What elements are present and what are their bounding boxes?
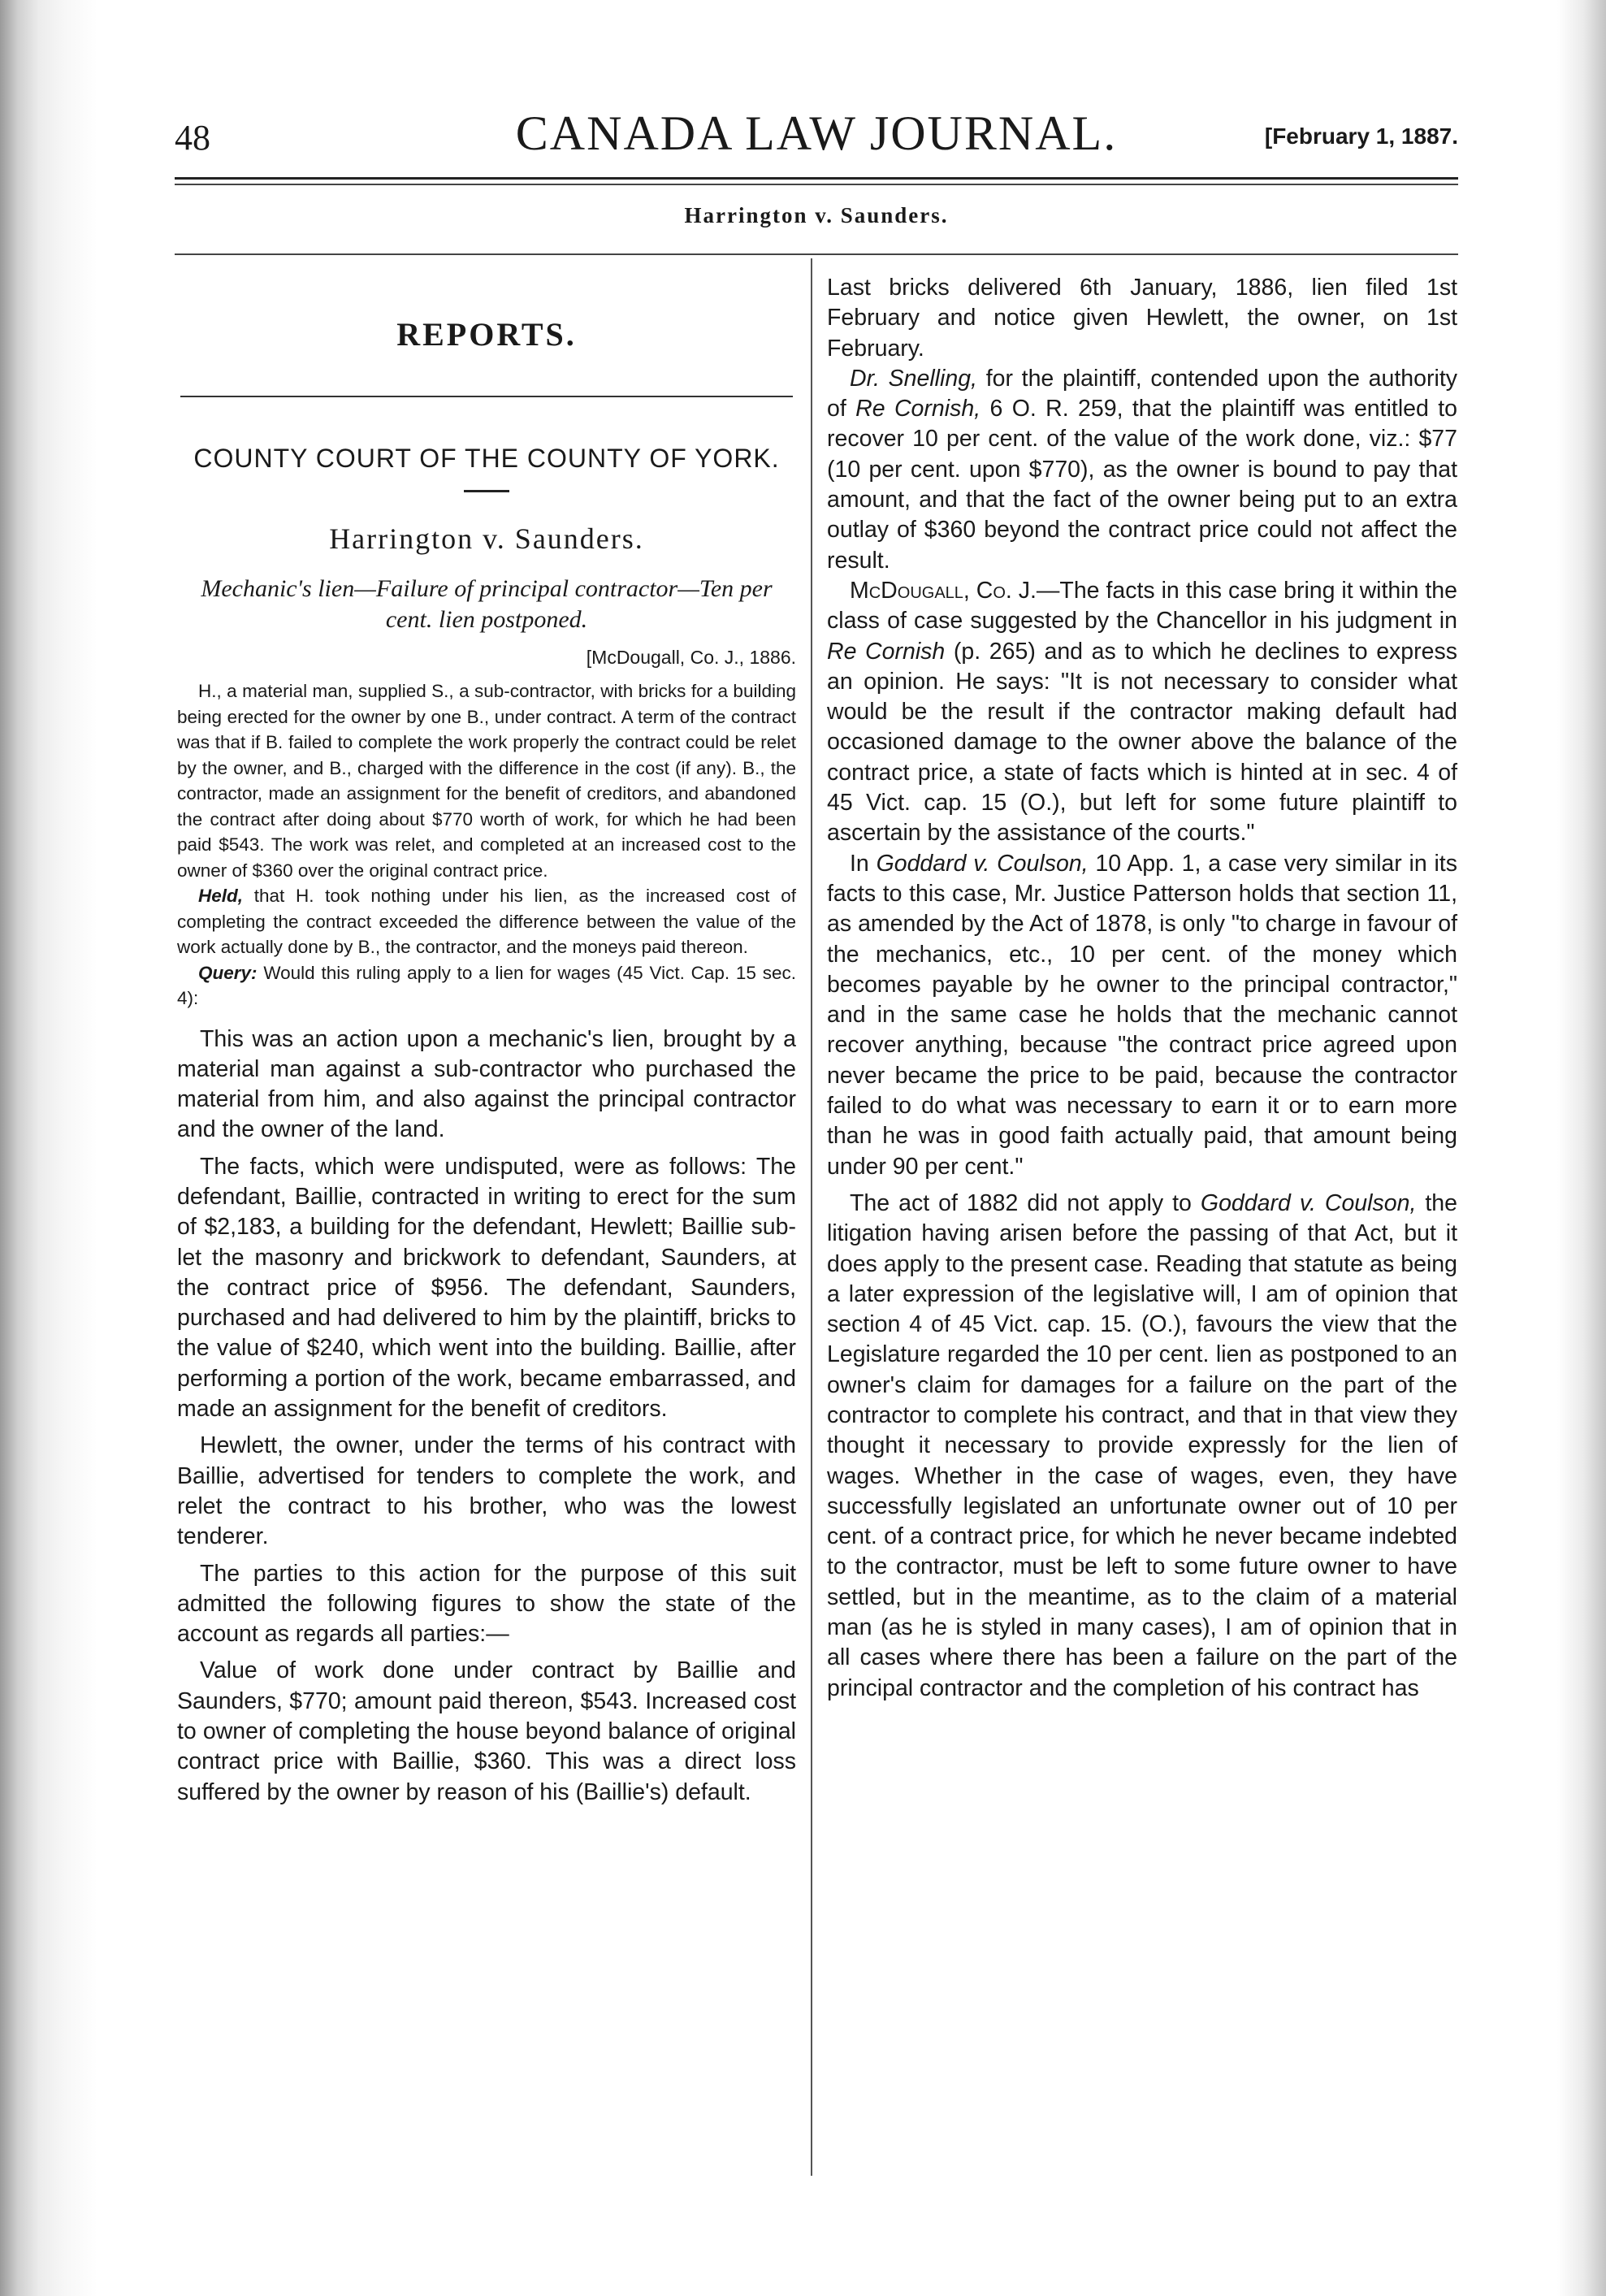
section-title: REPORTS. — [396, 316, 577, 353]
issue-date: [February 1, 1887. — [1264, 123, 1458, 149]
held-paragraph — [177, 883, 796, 960]
body-paragraph: This was an action upon a mechanic's lien, brought by a material man against a sub-contractor who purchased the material from him, and also against the principal contractor and the owner of the land. — [177, 1025, 796, 1143]
judge-reference: [McDougall, Co. J., 1886. — [586, 647, 796, 668]
page-edge-shadow — [1557, 0, 1606, 2296]
body-paragraph: Last bricks delivered 6th January, 1886, lien filed 1st February and notice given Hewlett, the owner, on 1st February. — [827, 275, 1457, 362]
judge-name: McDougall, Co. J. — [850, 577, 1037, 604]
case-citation: Re Cornish, — [855, 396, 981, 422]
body-paragraph: Value of work done under contract by Baillie and Saunders, $770; amount paid thereon, $543. Increased cost to owner of completing the house beyond balance of original contract price with Baillie, $360. This was a direct loss suffered by the owner by reason of his (Baillie's) default. — [177, 1657, 796, 1805]
body-paragraph: The act of 1882 did not apply to Goddard v. Coulson, the litigation having arisen before the passing of that Act, but it does apply to the present case. Reading that statute as being a later expression of the legislative will, I am of opinion that section 4 of 45 Vict. cap. 15. (O.), favours the view that the Legislature regarded the 10 per cent. lien as postponed to an owner's claim for damages for a failure on the part of the contractor to complete his contract, and that in that view they thought it necessary to provide expressly for the lien of wages. Whether in the case of wages, even, they have successfully legislated an unfortunate owner out of 10 per cent. of a contract price, for which he never became indebted to the contractor, must be left to some future owner to have settled, but in the meantime, as to the claim of a material man (as he is styled in many cases), I am of opinion that in all cases where there has been a failure on the part of the principal contractor and the completion of his contract has — [827, 1189, 1458, 1701]
body-paragraph: The parties to this action for the purpose of this suit admitted the following figures to show the state of the account as regards all parties:— — [177, 1560, 796, 1648]
section-rule — [180, 396, 793, 397]
body-paragraph: Hewlett, the owner, under the terms of his contract with Baillie, advertised for tenders to complete the work, and relet the contract to his brother, who was the lowest tenderer. — [177, 1432, 796, 1550]
query-text: Would this ruling apply to a lien for wages (45 Vict. Cap. 15 sec. 4): — [177, 962, 796, 1008]
case-citation: Goddard v. Coulson, — [1200, 1189, 1417, 1216]
running-head-rule — [175, 253, 1458, 255]
judgment-paragraph: McDougall, Co. J.—The facts in this case bring it within the class of case suggested by the Chancellor in his judgment in Re Cornish (p. 265) and as to which he declines to express an opinion. He says: "It is not necessary to consider what would be the result if the contractor making default had occasioned damage to the owner above the balance of the contract price, a state of facts which is hinted at in sec. 4 of 45 Vict. cap. 15 (O.), but left for some future plaintiff to ascertain by the assistance of the courts." — [827, 577, 1458, 847]
right-column — [827, 273, 1457, 1704]
header-rule — [175, 177, 1458, 180]
case-citation: Re Cornish — [827, 638, 946, 665]
query-paragraph — [177, 960, 796, 1012]
left-column — [177, 268, 796, 1808]
court-title: COUNTY COURT OF THE COUNTY OF YORK. — [193, 444, 780, 473]
counsel-name: Dr. Snelling, — [850, 365, 977, 392]
query-label: Query: — [198, 962, 258, 983]
book-binding-shadow — [0, 0, 97, 2296]
header-rule-second — [175, 184, 1458, 185]
page-header — [175, 106, 1458, 162]
case-title: Harrington v. Saunders. — [329, 522, 644, 555]
journal-title: CANADA LAW JOURNAL. — [515, 106, 1118, 160]
body-paragraph: In Goddard v. Coulson, 10 App. 1, a case very similar in its facts to this case, Mr. Justice Patterson holds that section 11, as amended by the Act of 1878, is only "to charge in favour of the mechanics, etc., 10 per cent. of the money which becomes payable by he owner to the principal contractor," and in the same case he holds that the mechanic cannot recover anything, because "the contract price agreed upon never became the price to be paid, because the contractor failed to do what was necessary to earn it or to earn more than he was in good faith actually paid, that amount being under 90 per cent." — [827, 850, 1457, 1180]
body-paragraph: The facts, which were undisputed, were as follows: The defendant, Baillie, contracted in writing to erect for the sum of $2,183, a building for the defendant, Hewlett; Baillie sub-let the masonry and brickwork to defendant, Saunders, at the contract price of $956. The defendant, Saunders, purchased and had delivered to him by the plaintiff, bricks to the value of $240, which went into the building. Baillie, after performing a portion of the work, became embarrassed, and made an assignment for the benefit of creditors. — [177, 1153, 796, 1423]
page-number: 48 — [175, 118, 210, 158]
headnote-title: Mechanic's lien—Failure of principal contractor—Ten per cent. lien postponed. — [201, 575, 773, 633]
headnote-paragraph: H., a material man, supplied S., a sub-contractor, with bricks for a building being erected for the owner by one B., under contract. A term of the contract was that if B. failed to complete the work properly the contract could be relet by the owner, and B., charged with the difference in the cost (if any). B., the contractor, made an assignment for the benefit of creditors, and abandoned the contract after doing about $770 worth of work, for which he had been paid $543. The work was relet, and completed at an increased cost to the owner of $360 over the original contract price. — [177, 681, 796, 881]
running-head: Harrington v. Saunders. — [684, 203, 949, 227]
counsel-paragraph: Dr. Snelling, for the plaintiff, contended upon the authority of Re Cornish, 6 O. R. 259, that the plaintiff was entitled to recover 10 per cent. of the value of the work done, viz.: $77 (10 per cent. upon $770), as the owner is bound to pay that amount, and that the fact of the owner being put to an extra outlay of $360 beyond the contract price could not affect the result. — [827, 365, 1457, 574]
column-divider — [811, 258, 812, 2176]
case-citation: Goddard v. Coulson, — [876, 850, 1089, 877]
short-rule — [464, 490, 509, 492]
held-label: Held, — [198, 886, 244, 906]
held-text: that H. took nothing under his lien, as the increased cost of completing the contract exceeded the difference between the value of the work actually done by B., the contractor, and the moneys paid thereon. — [177, 886, 796, 957]
